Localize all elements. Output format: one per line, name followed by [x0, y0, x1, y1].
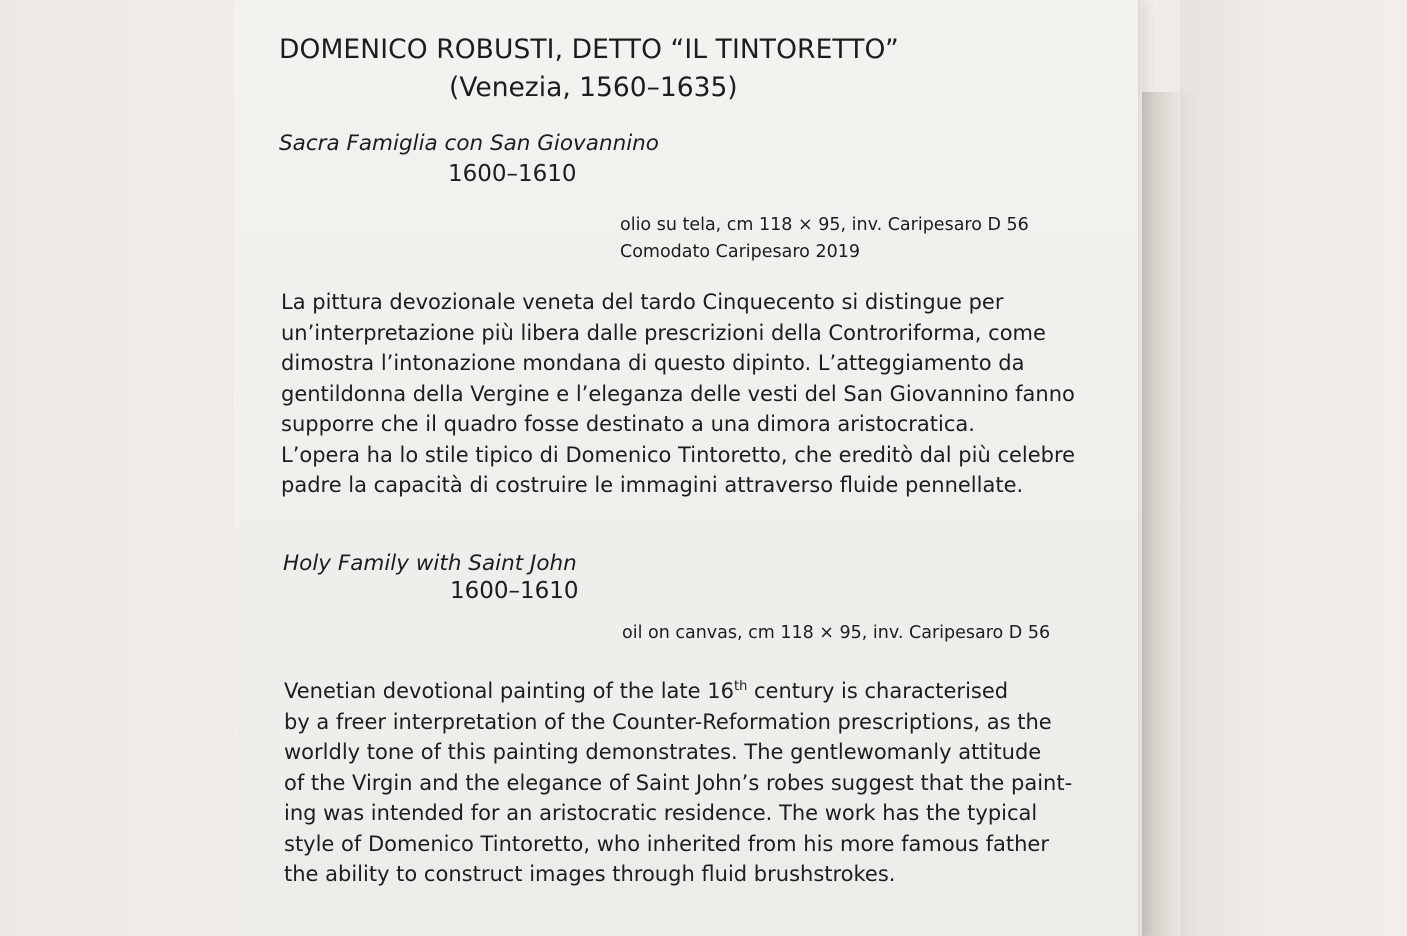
- technique-italian: olio su tela, cm 118 × 95, inv. Caripesaro D 56: [620, 215, 1029, 235]
- description-line: L’opera ha lo stile tipico di Domenico Tintoretto, che ereditò dal più celebre: [281, 442, 1076, 467]
- artwork-title-italian: Sacra Famiglia con San Giovannino: [279, 131, 659, 156]
- panel-shadow: [1138, 92, 1198, 936]
- description-line-end: century is characterised: [747, 679, 1009, 703]
- artwork-title-english: Holy Family with Saint John: [283, 551, 577, 576]
- artist-name: DOMENICO ROBUSTI, DETTO “IL TINTORETTO”: [279, 34, 899, 65]
- wall-background: [1180, 0, 1407, 936]
- ordinal-suffix: th: [733, 679, 748, 694]
- panel-edge: [1138, 0, 1142, 936]
- description-line: by a freer interpretation of the Counter-Reformation prescriptions, as the: [284, 709, 1052, 734]
- description-line: supporre che il quadro fosse destinato a una dimora aristocratica.: [281, 412, 975, 436]
- description-line: ing was intended for an aristocratic residence. The work has the typical: [284, 801, 1038, 825]
- description-line: the ability to construct images through fluid brushstrokes.: [284, 862, 896, 886]
- description-line: padre la capacità di costruire le immagini attraverso fluide pennellate.: [281, 473, 1024, 497]
- loan-credit: Comodato Caripesaro 2019: [620, 242, 860, 262]
- description-line-start: Venetian devotional painting of the late 16: [284, 679, 734, 703]
- description-line: un’interpretazione più libera dalle prescrizioni della Controriforma, come: [281, 320, 1046, 345]
- technique-english: oil on canvas, cm 118 × 95, inv. Caripesaro D 56: [622, 623, 1051, 643]
- artist-origin-dates: (Venezia, 1560–1635): [449, 72, 738, 103]
- description-line: of the Virgin and the elegance of Saint John’s robes suggest that the paint-: [284, 770, 1073, 795]
- technique-block-italian: [620, 212, 1029, 266]
- description-line: dimostra l’intonazione mondana di questo dipinto. L’atteggiamento da: [281, 351, 1025, 375]
- description-line: [284, 676, 1104, 707]
- description-line: gentildonna della Vergine e l’eleganza delle vesti del San Giovannino fanno: [281, 381, 1075, 406]
- artwork-date-english: 1600–1610: [450, 578, 579, 604]
- description-line: La pittura devozionale veneta del tardo Cinquecento si distingue per: [281, 290, 1004, 314]
- artwork-date-italian: 1600–1610: [448, 161, 577, 187]
- description-line: style of Domenico Tintoretto, who inherited from his more famous father: [284, 831, 1049, 856]
- description-english: [284, 676, 1104, 890]
- description-italian: [281, 287, 1101, 501]
- description-line: worldly tone of this painting demonstrates. The gentlewomanly attitude: [284, 740, 1042, 764]
